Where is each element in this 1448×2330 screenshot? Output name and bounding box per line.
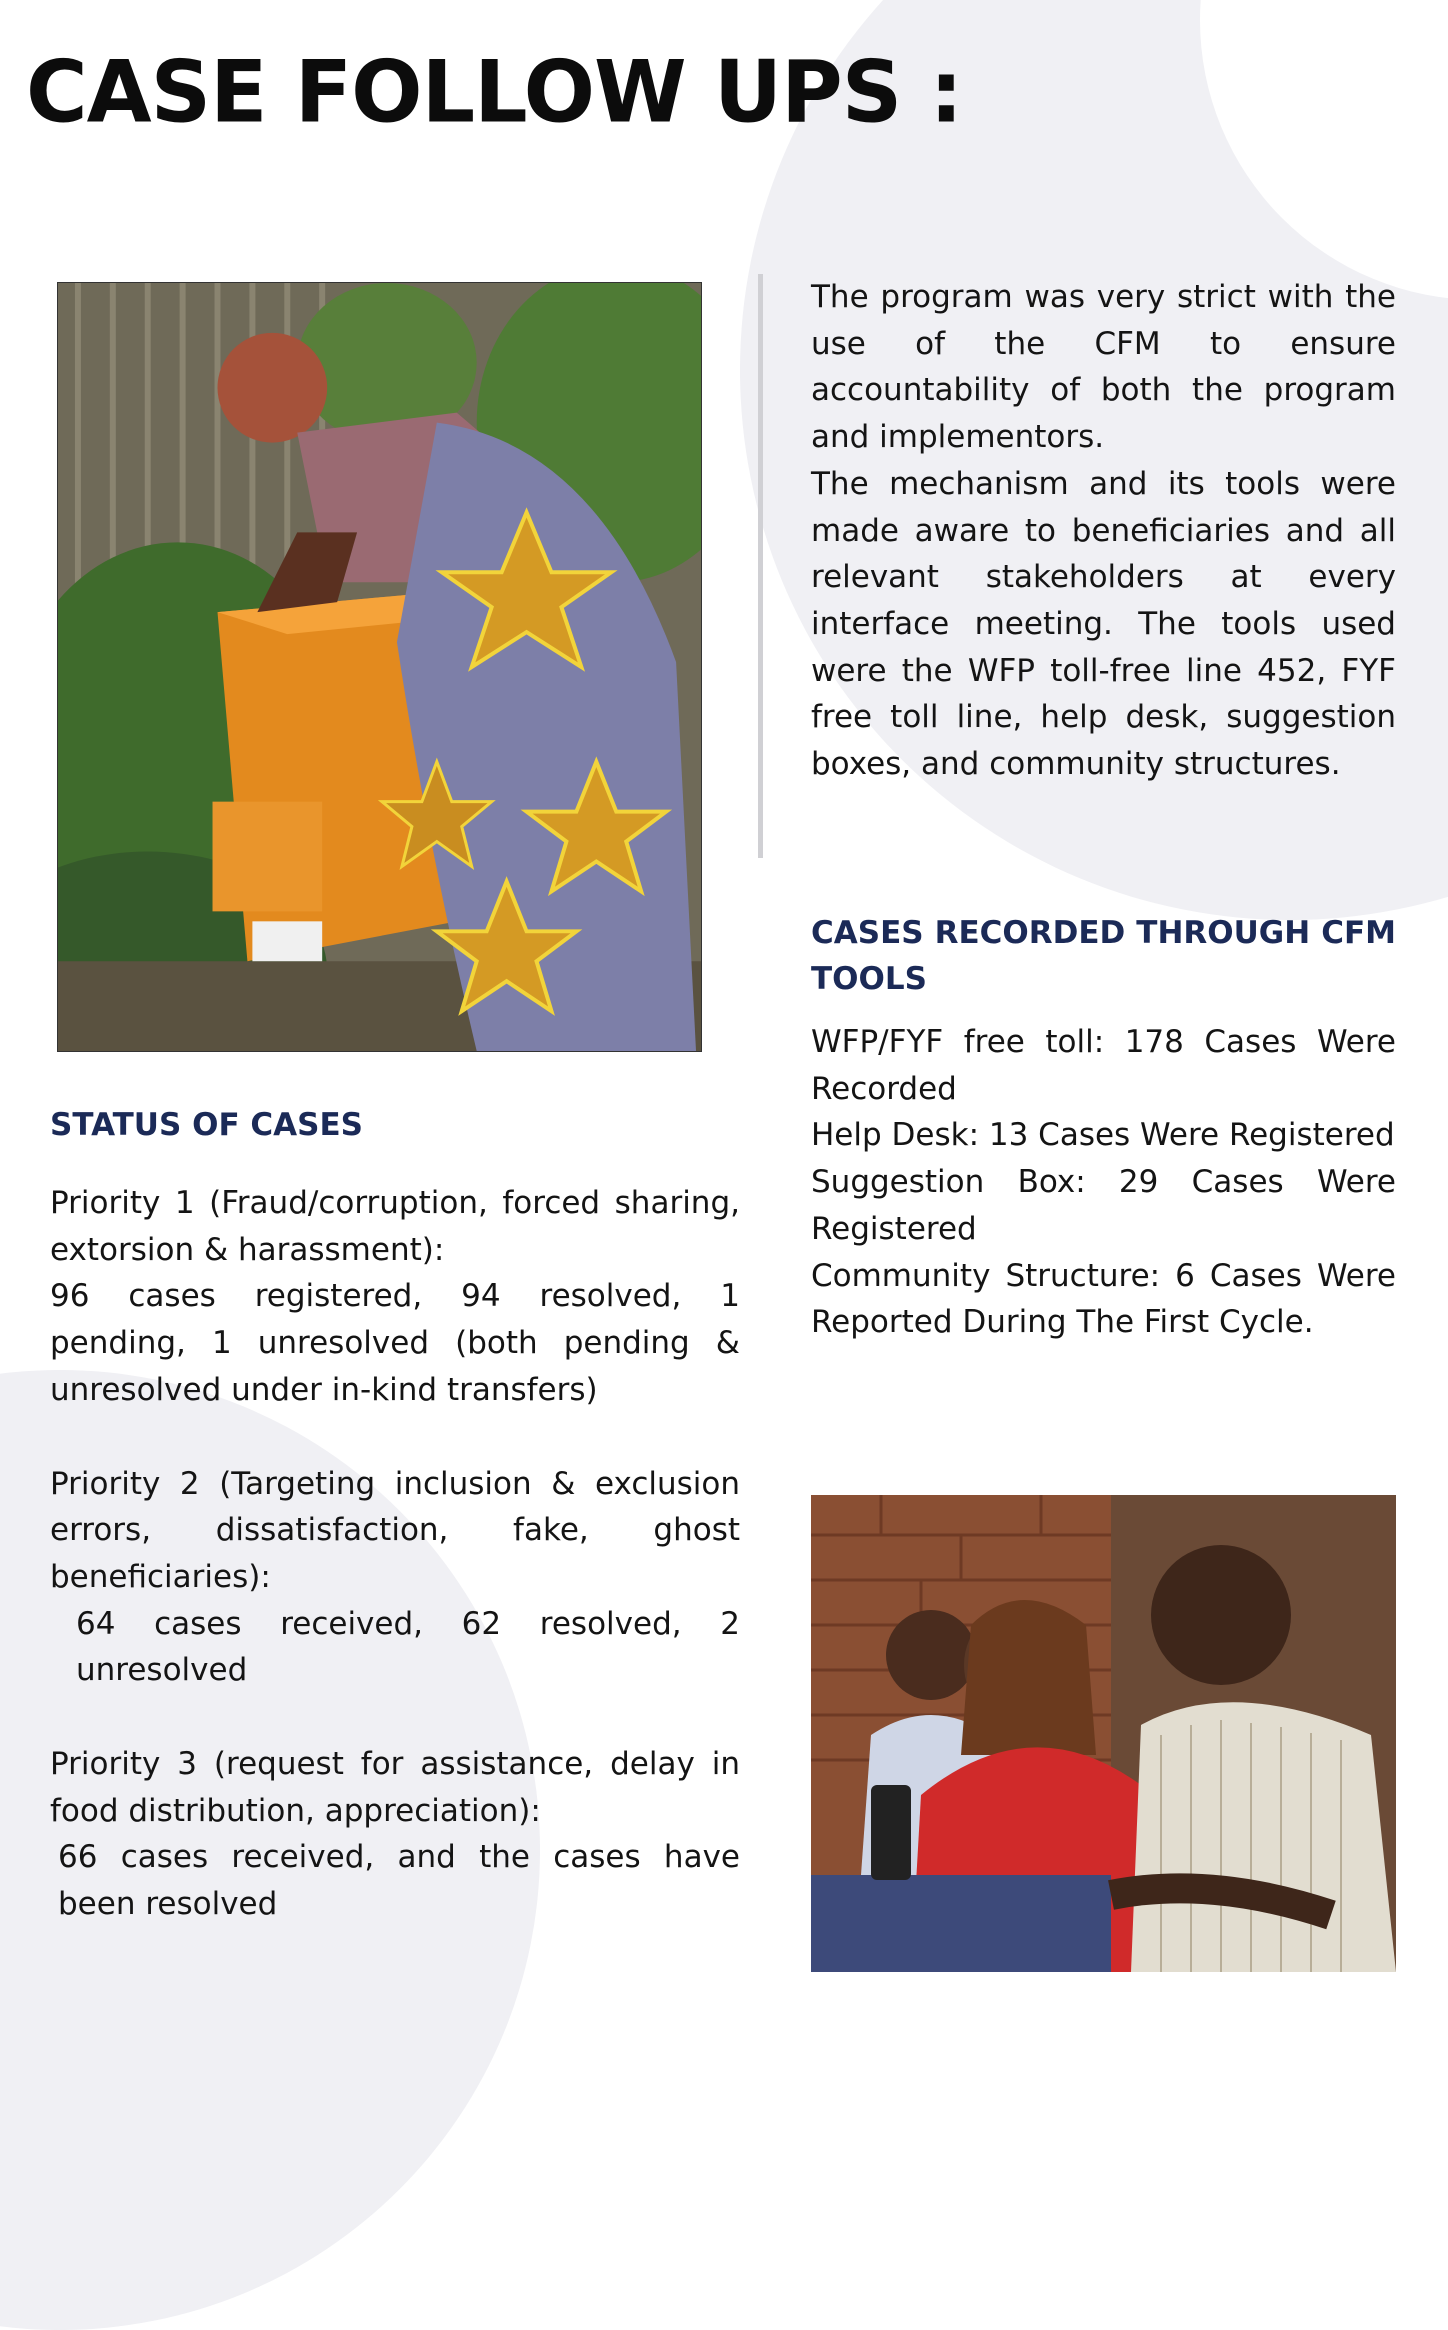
column-divider [758,274,763,858]
cases-item-suggestion-box: Suggestion Box: 29 Cases Were Registered [811,1164,1396,1247]
intro-text [811,274,1396,788]
priority-2-label: Priority 2 (Targeting inclusion & exclusion errors, dissatisfaction, fake, ghost beneficiaries): [50,1465,740,1595]
priority-1-detail: 96 cases registered, 94 resolved, 1 pending, 1 unresolved (both pending & unresolved under in-kind transfers) [50,1278,740,1408]
status-heading: STATUS OF CASES [50,1107,363,1143]
cases-item-free-toll: WFP/FYF free toll: 178 Cases Were Recorded [811,1024,1396,1107]
priority-2-detail [50,1601,740,1694]
priority-3-label: Priority 3 (request for assistance, delay in food distribution, appreciation): [50,1746,740,1829]
priority-2-detail-text: 64 cases received, 62 resolved, 2 unresolved [76,1605,740,1689]
community-members-photo [811,1495,1396,1972]
cases-recorded-list [811,1019,1396,1346]
suggestion-box-photo [57,282,702,1052]
page-title: CASE FOLLOW UPS : [26,42,963,142]
priority-1-label: Priority 1 (Fraud/corruption, forced sharing, extorsion & harassment): [50,1185,740,1268]
priority-3-detail [50,1834,740,1927]
priority-3-detail-text: 66 cases received, and the cases have been resolved [58,1839,740,1923]
status-of-cases-text [50,1180,740,1928]
cases-item-community-structure: Community Structure: 6 Cases Were Reported During The First Cycle. [811,1257,1396,1341]
cases-item-help-desk: Help Desk: 13 Cases Were Registered [811,1117,1395,1154]
intro-paragraph-1: The program was very strict with the use of the CFM to ensure accountability of both the program and implementors. [811,279,1396,456]
intro-paragraph-2: The mechanism and its tools were made aware to beneficiaries and all relevant stakeholders at every interface meeting. The tools used were the WFP toll-free line 452, FYF free toll line, help desk, suggestion boxes, and community structures. [811,465,1396,783]
cases-recorded-heading: CASES RECORDED THROUGH CFM TOOLS [811,915,1396,997]
